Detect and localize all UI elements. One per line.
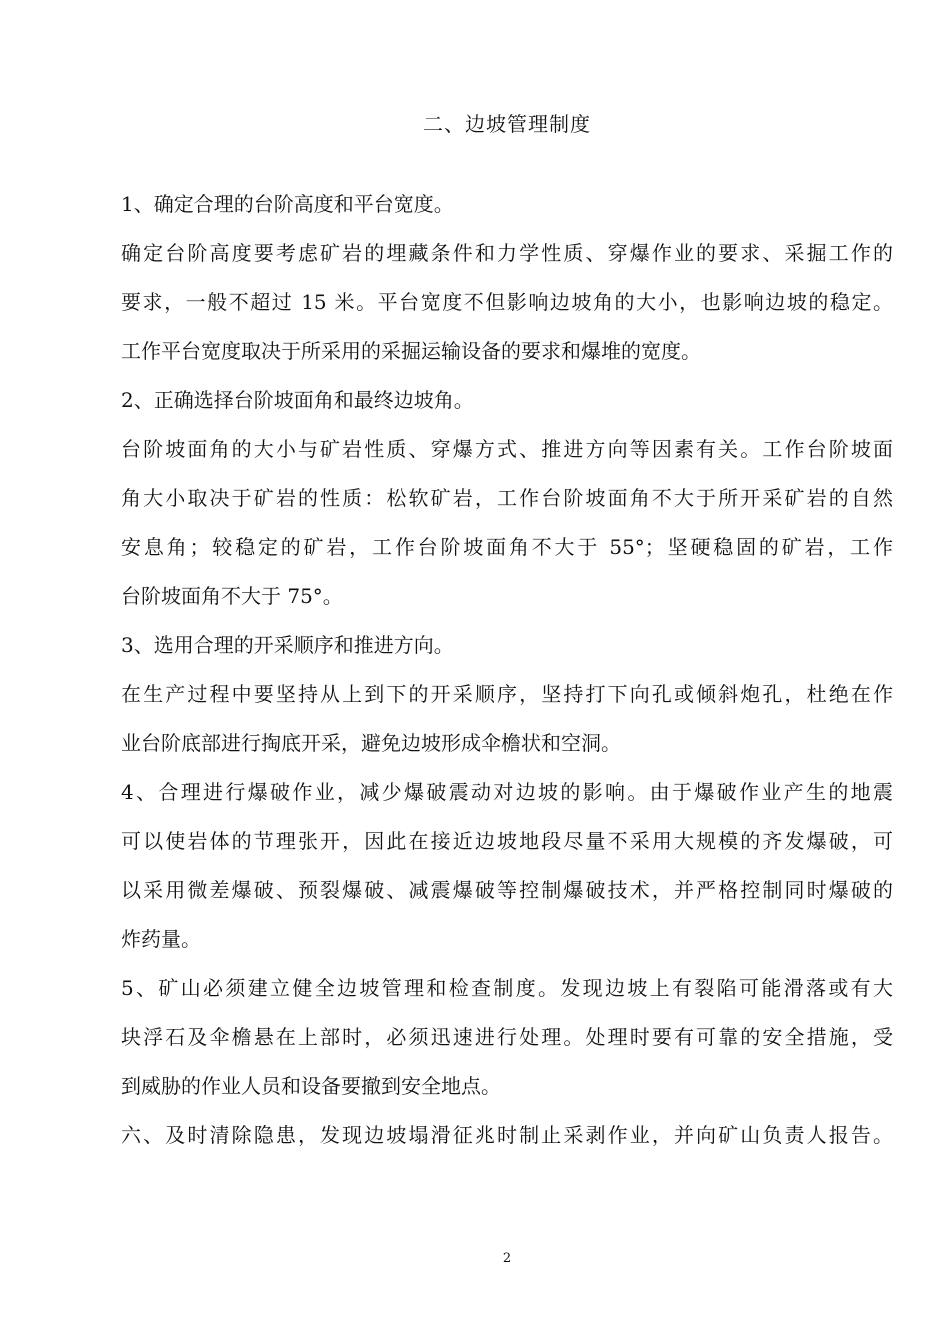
page-number: 2 [502,1251,512,1266]
text-line: 台阶坡面角不大于 75°。 [121,584,343,608]
text-line: 六、及时清除隐患，发现边坡塌滑征兆时制止采剥作业，并向矿山负责人报告。 [121,1123,893,1147]
text-line: 以采用微差爆破、预裂爆破、减震爆破等控制爆破技术，并严格控制同时爆破的 [121,878,893,902]
text-line: 安息角；较稳定的矿岩，工作台阶坡面角不大于 55°；坚硬稳固的矿岩，工作 [121,535,893,559]
text-line: 要求，一般不超过 15 米。平台宽度不但影响边坡角的大小，也影响边坡的稳定。 [121,290,893,314]
text-line: 2、正确选择台阶坡面角和最终边坡角。 [121,388,474,412]
text-line: 确定台阶高度要考虑矿岩的埋藏条件和力学性质、穿爆作业的要求、采掘工作的 [121,241,893,265]
document-body [121,180,893,1160]
text-line: 工作平台宽度取决于所采用的采掘运输设备的要求和爆堆的宽度。 [121,339,701,363]
text-line: 4、合理进行爆破作业，减少爆破震动对边坡的影响。由于爆破作业产生的地震 [121,780,893,804]
text-line: 炸药量。 [121,927,201,951]
text-line: 3、选用合理的开采顺序和推进方向。 [121,633,454,657]
text-line: 可以使岩体的节理张开，因此在接近边坡地段尽量不采用大规模的齐发爆破，可 [121,829,893,853]
text-line: 到威胁的作业人员和设备要撤到安全地点。 [121,1074,501,1098]
page-title: 二、边坡管理制度 [423,112,591,136]
text-line: 1、确定合理的台阶高度和平台宽度。 [121,192,454,216]
text-line: 5、矿山必须建立健全边坡管理和检查制度。发现边坡上有裂陷可能滑落或有大 [121,976,893,1000]
text-line: 块浮石及伞檐悬在上部时，必须迅速进行处理。处理时要有可靠的安全措施，受 [121,1025,893,1049]
text-line: 业台阶底部进行掏底开采，避免边坡形成伞檐状和空洞。 [121,731,621,755]
text-line: 台阶坡面角的大小与矿岩性质、穿爆方式、推进方向等因素有关。工作台阶坡面 [121,437,893,461]
text-line: 在生产过程中要坚持从上到下的开采顺序，坚持打下向孔或倾斜炮孔，杜绝在作 [121,682,893,706]
text-line: 角大小取决于矿岩的性质：松软矿岩，工作台阶坡面角不大于所开采矿岩的自然 [121,486,893,510]
